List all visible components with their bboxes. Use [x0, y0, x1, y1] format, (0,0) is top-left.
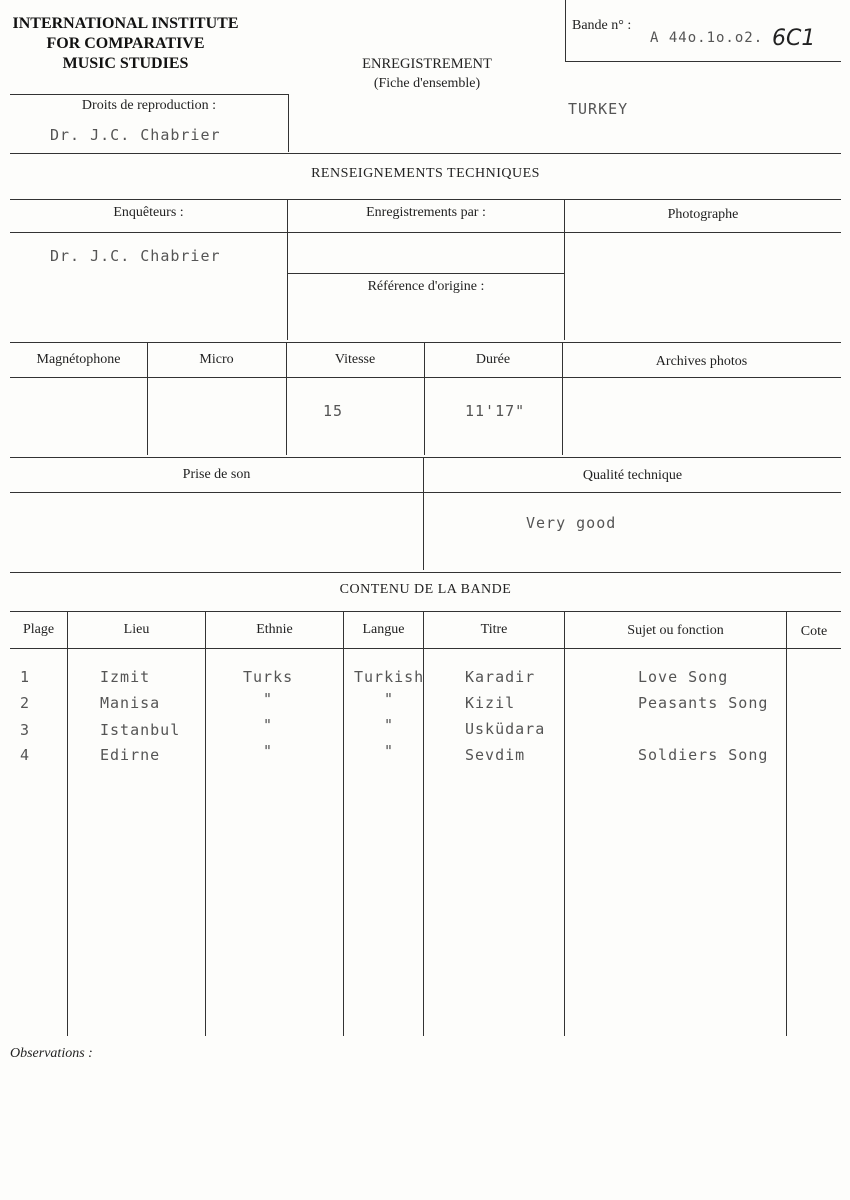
col-plage: Plage	[22, 622, 55, 637]
magnetophone-label: Magnétophone	[36, 352, 121, 367]
row-3-ethnie: "	[263, 716, 274, 734]
row-1-sujet: Love Song	[638, 668, 729, 686]
row-2-ethnie: "	[263, 690, 274, 708]
duree-value: 11'17"	[465, 402, 526, 420]
contents-section-title: CONTENU DE LA BANDE	[339, 582, 512, 597]
row-3-plage: 3	[20, 721, 31, 739]
archives-label: Archives photos	[655, 354, 748, 369]
qualite-value: Very good	[526, 514, 617, 532]
row-1-plage: 1	[20, 668, 31, 686]
row-4-sujet: Soldiers Song	[638, 746, 769, 764]
institute-line-3: MUSIC STUDIES	[62, 55, 189, 72]
row-4-lieu: Edirne	[100, 746, 161, 764]
prise-de-son-label: Prise de son	[182, 467, 251, 482]
technical-section-title: RENSEIGNEMENTS TECHNIQUES	[311, 166, 540, 181]
row-4-plage: 4	[20, 746, 31, 764]
row-1-lieu: Izmit	[100, 668, 151, 686]
duree-label: Durée	[475, 352, 511, 367]
row-4-ethnie: "	[263, 742, 274, 760]
row-1-titre: Karadir	[465, 668, 536, 686]
institute-line-2: FOR COMPARATIVE	[46, 35, 205, 52]
observations-label: Observations :	[10, 1046, 93, 1061]
col-langue: Langue	[362, 622, 405, 637]
micro-label: Micro	[199, 352, 234, 367]
enqueteurs-label: Enquêteurs :	[113, 205, 184, 220]
row-3-lieu: Istanbul	[100, 721, 181, 739]
photographe-label: Photographe	[667, 207, 739, 222]
droits-value: Dr. J.C. Chabrier	[50, 126, 221, 144]
col-titre: Titre	[480, 622, 508, 637]
enregistrements-label: Enregistrements par :	[366, 205, 486, 220]
row-3-langue: "	[384, 716, 395, 734]
form-title: ENREGISTREMENT	[362, 56, 492, 72]
row-3-titre: Usküdara	[465, 720, 546, 738]
institute-name	[8, 14, 243, 74]
row-2-lieu: Manisa	[100, 694, 161, 712]
vitesse-label: Vitesse	[334, 352, 376, 367]
row-2-plage: 2	[20, 694, 31, 712]
row-1-langue: Turkish	[354, 668, 425, 686]
reference-label: Référence d'origine :	[367, 279, 485, 294]
row-4-titre: Sevdim	[465, 746, 526, 764]
institute-line-1: INTERNATIONAL INSTITUTE	[12, 15, 239, 32]
qualite-label: Qualité technique	[582, 468, 683, 483]
col-sujet: Sujet ou fonction	[627, 623, 724, 638]
col-ethnie: Ethnie	[256, 622, 293, 637]
row-4-langue: "	[384, 742, 395, 760]
bande-label: Bande n° :	[572, 18, 632, 33]
bande-number: A 44o.1o.o2.	[650, 30, 764, 46]
col-lieu: Lieu	[123, 622, 150, 637]
row-2-sujet: Peasants Song	[638, 694, 769, 712]
row-1-ethnie: Turks	[243, 668, 294, 686]
vitesse-value: 15	[323, 402, 344, 420]
row-2-langue: "	[384, 690, 395, 708]
country: TURKEY	[568, 100, 629, 118]
row-2-titre: Kizil	[465, 694, 516, 712]
bande-handwritten: 6C1	[772, 26, 816, 51]
droits-label: Droits de reproduction :	[81, 98, 217, 113]
form-subtitle: (Fiche d'ensemble)	[373, 76, 481, 91]
enqueteurs-value: Dr. J.C. Chabrier	[50, 247, 221, 265]
col-cote: Cote	[800, 624, 828, 639]
